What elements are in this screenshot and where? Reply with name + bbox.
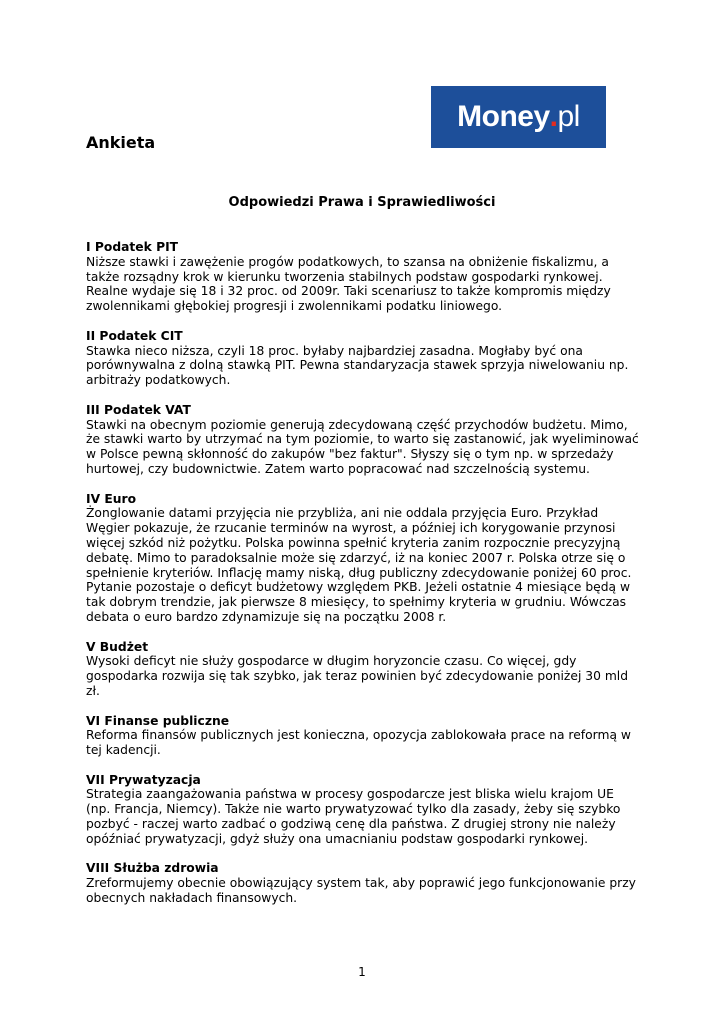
- document-content: [86, 240, 642, 921]
- section-body: Niższe stawki i zawężenie progów podatkowych, to szansa na obniżenie fiskalizmu, a także rozsądny krok w kierunku tworzenia stabilnych podstaw gospodarki rynkowej. Realne wydaje się 18 i 32 proc. od 2009r. Taki scenariusz to także kompromis między zwolennikami głębokiej progresji i zwolennikami podatku liniowego.: [86, 254, 611, 314]
- section-budget: [86, 640, 642, 699]
- section-body: Stawki na obecnym poziomie generują zdecydowaną część przychodów budżetu. Mimo, że stawki warto by utrzymać na tym poziomie, to warto się zastanowić, jak wyeliminować w Polsce pewną skłonność do zakupów "bez faktur". Słyszy się o tym np. w sprzedaży hurtowej, czy budownictwie. Zatem warto popracować nad szczelnością systemu.: [86, 417, 639, 476]
- section-body: Strategia zaangażowania państwa w procesy gospodarcze jest bliska wielu krajom UE (np. Francja, Niemcy). Także nie warto prywatyzować tylko dla zasady, żeby się szybko pozbyć - raczej warto zadbać o godziwą cenę dla państwa. Z drugiej strony nie należy opóźniać prywatyzacji, gdyż służy ona umacnianiu podstaw gospodarki rynkowej.: [86, 787, 621, 846]
- section-body: Wysoki deficyt nie służy gospodarce w długim horyzoncie czasu. Co więcej, gdy gospodarka rozwija się tak szybko, jak teraz powinien być zdecydowanie poniżej 30 mld zł.: [86, 654, 629, 698]
- section-pit: [86, 240, 642, 314]
- section-heading: VI Finanse publiczne: [86, 713, 230, 728]
- section-heading: I Podatek PIT: [86, 240, 179, 254]
- section-heading: VII Prywatyzacja: [86, 772, 201, 787]
- section-heading: IV Euro: [86, 491, 137, 506]
- section-body: Zreformujemy obecnie obowiązujący system tak, aby poprawić jego funkcjonowanie przy obecnych nakładach finansowych.: [86, 876, 636, 906]
- section-euro: [86, 492, 642, 625]
- logo-text-dot: .: [549, 100, 558, 133]
- section-cit: [86, 329, 642, 388]
- page-number: 1: [358, 965, 366, 979]
- logo-text-pl: pl: [557, 100, 580, 133]
- section-healthcare: [86, 861, 642, 905]
- section-body: Reforma finansów publicznych jest konieczna, opozycja zablokowała prace na reformą w tej kadencji.: [86, 728, 631, 758]
- section-heading: VIII Służba zdrowia: [86, 861, 219, 876]
- section-public-finance: [86, 714, 642, 758]
- section-heading: III Podatek VAT: [86, 402, 191, 417]
- money-pl-logo: [431, 86, 606, 148]
- section-vat: [86, 403, 642, 477]
- section-privatization: [86, 773, 642, 847]
- section-heading: V Budżet: [86, 639, 149, 654]
- document-title: Ankieta: [86, 133, 156, 152]
- section-body: Stawka nieco niższa, czyli 18 proc. byłaby najbardziej zasadna. Mogłaby być ona porównywalna z dolną stawką PIT. Pewna standaryzacja stawek sprzyja niwelowaniu np. arbitraży podatkowych.: [86, 343, 629, 388]
- section-heading: II Podatek CIT: [86, 328, 183, 343]
- logo-text-money: Money: [457, 100, 550, 133]
- document-subtitle: Odpowiedzi Prawa i Sprawiedliwości: [228, 195, 496, 210]
- section-body: Żonglowanie datami przyjęcia nie przybliża, ani nie oddala przyjęcia Euro. Przykład Węgier pokazuje, że rzucanie terminów na wyrost, a później ich korygowanie przynosi więcej szkód niż pożytku. Polska powinna spełnić kryteria zanim rozpocznie precyzyjną debatę. Mimo to paradoksalnie może się zdarzyć, iż na koniec 2007 r. Polska otrze się o spełnienie kryteriów. Inflację mamy niską, dług publiczny zdecydowanie poniżej 60 proc. Pytanie pozostaje o deficyt budżetowy względem PKB. Jeżeli ostatnie 4 miesiące będą w tak dobrym trendzie, jak pierwsze 8 miesięcy, to spełnimy kryteria w grudniu. Wówczas debata o euro bardzo zdynamizuje się na początku 2008 r.: [86, 506, 632, 624]
